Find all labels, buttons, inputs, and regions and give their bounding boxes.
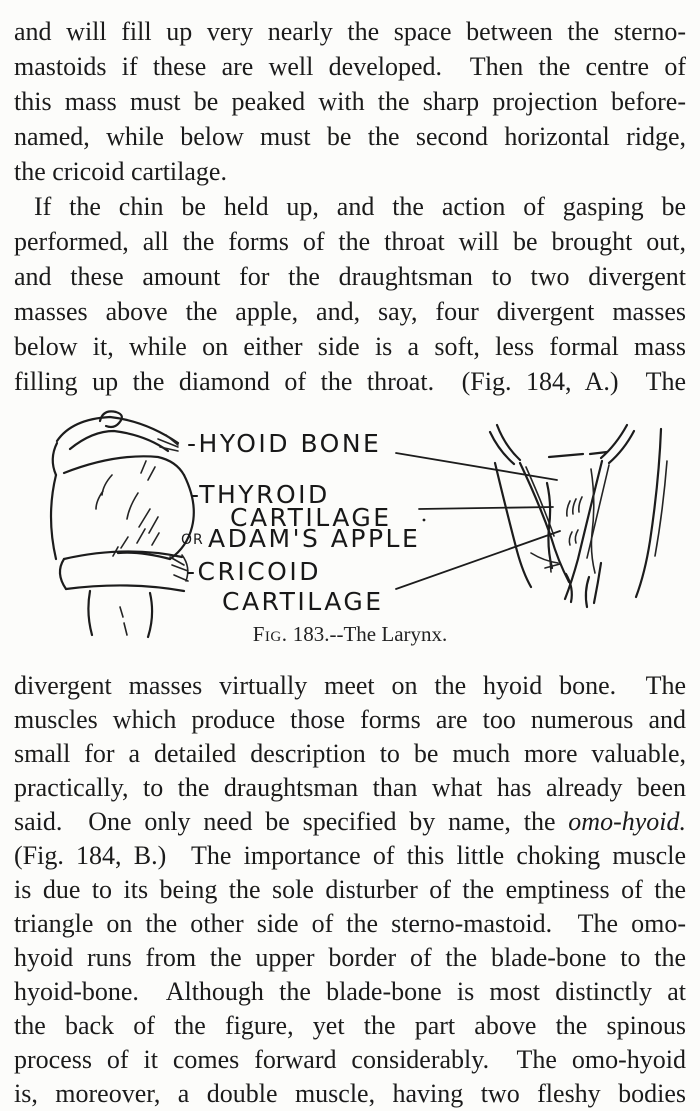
text-line: this mass must be peaked with the sharp projection before- [14, 87, 686, 116]
text-line: practically, to the draughtsman than what has already been [14, 773, 686, 802]
text-line: and will fill up very nearly the space between the sterno- [14, 17, 686, 46]
text-line: is due to its being the sole disturber of the emptiness of the [14, 875, 686, 904]
label-hyoid-bone: -HYOID BONE [187, 429, 382, 458]
ink-dot [423, 519, 426, 522]
text-segment: said. One only need be specified by name, the [14, 807, 569, 836]
larynx-illustration [0, 401, 700, 641]
paragraph-2 [14, 189, 686, 399]
leader-line-cricoid [396, 531, 560, 589]
text-line: hyoid-bone. Although the blade-bone is most distinctly at [14, 977, 686, 1006]
text-line: muscles which produce those forms are too numerous and [14, 705, 686, 734]
figure-larynx [14, 401, 686, 653]
paragraph-1 [14, 14, 686, 189]
leader-line-hyoid [396, 453, 557, 480]
throat-front-sketch [490, 425, 667, 607]
text-line-with-italic [14, 805, 686, 839]
text-line: divergent masses virtually meet on the hyoid bone. The [14, 671, 686, 700]
label-cricoid: -CRICOID [186, 557, 321, 586]
label-cricoid-cartilage: CARTILAGE [222, 587, 384, 616]
text-line: small for a detailed description to be much more valuable, [14, 739, 686, 768]
text-line: triangle on the other side of the sterno-mastoid. The omo- [14, 909, 686, 938]
text-line: below it, while on either side is a soft, less formal mass [14, 332, 686, 361]
text-line: masses above the apple, and, say, four divergent masses [14, 297, 686, 326]
text-line: performed, all the forms of the throat will be brought out, [14, 227, 686, 256]
italic-term-omo-hyoid: omo-hyoid. [568, 807, 686, 836]
text-line: the back of the figure, yet the part above the spinous [14, 1011, 686, 1040]
label-adams-apple: ADAM'S APPLE [208, 524, 421, 553]
text-line: (Fig. 184, B.) The importance of this little choking muscle [14, 841, 686, 870]
figure-caption-label: Fig. [252, 622, 288, 646]
text-line: If the chin be held up, and the action of gasping be [34, 192, 686, 221]
text-line: filling up the diamond of the throat. (Fig. 184, A.) The [14, 367, 686, 396]
text-line: named, while below must be the second horizontal ridge, [14, 122, 686, 151]
leader-lines [396, 453, 560, 589]
figure-labels [181, 429, 420, 616]
figure-caption [0, 621, 700, 647]
text-line: the cricoid cartilage. [14, 157, 227, 186]
text-line: process of it comes forward considerably. The omo-hyoid [14, 1045, 686, 1074]
label-or: OR [181, 532, 204, 548]
paragraph-3 [14, 669, 686, 1111]
text-line: and these amount for the draughtsman to two divergent [14, 262, 686, 291]
label-thyroid-cartilage: CARTILAGE [230, 503, 392, 532]
text-line: hyoid runs from the upper border of the blade-bone to the [14, 943, 686, 972]
larynx-side-sketch [51, 411, 194, 637]
label-thyroid: -THYROID [190, 480, 330, 509]
leader-line-thyroid [419, 507, 553, 509]
figure-caption-text: 183.--The Larynx. [287, 622, 448, 646]
text-line: mastoids if these are well developed. Then the centre of [14, 52, 686, 81]
text-line: is, moreover, a double muscle, having two fleshy bodies [14, 1079, 686, 1108]
